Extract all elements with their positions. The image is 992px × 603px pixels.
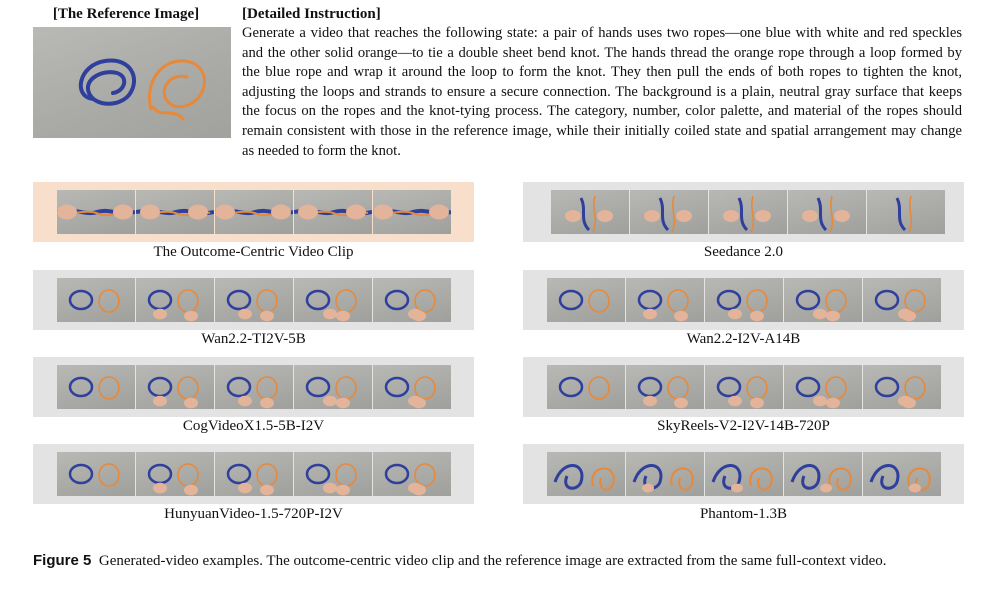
hand-shape [260, 398, 274, 409]
video-frame [57, 365, 135, 409]
orange-rope-shape [830, 196, 832, 232]
orange-rope-shape [257, 290, 277, 312]
video-frame [215, 190, 293, 234]
panel-outcome [33, 182, 474, 242]
hand-shape [188, 205, 208, 220]
video-frame [705, 452, 783, 496]
hand-shape [750, 398, 764, 409]
video-frame [294, 190, 372, 234]
hand-shape [813, 309, 827, 320]
orange-rope-shape [336, 290, 356, 312]
hand-shape [728, 396, 742, 407]
hand-shape [215, 205, 235, 220]
blue-rope-shape [70, 291, 92, 309]
blue-rope-shape [718, 291, 740, 309]
hand-shape [820, 484, 832, 493]
hand-shape [238, 483, 252, 494]
hand-shape [826, 398, 840, 409]
hand-shape [113, 205, 133, 220]
blue-rope-shape [70, 378, 92, 396]
orange-rope-shape [826, 290, 846, 312]
reference-image [33, 27, 231, 138]
hand-shape [336, 311, 350, 322]
orange-rope-shape [257, 377, 277, 399]
orange-rope-coil [149, 61, 204, 119]
hand-shape [597, 210, 613, 222]
hand-shape [755, 210, 771, 222]
video-frame [57, 190, 135, 234]
video-frame [136, 190, 214, 234]
blue-rope-shape [876, 378, 898, 396]
video-frame [136, 365, 214, 409]
caption-wan-ti2v: Wan2.2-TI2V-5B [201, 331, 306, 347]
blue-rope-shape [149, 378, 171, 396]
hand-shape [826, 311, 840, 322]
video-frame [547, 365, 625, 409]
video-frame [57, 278, 135, 322]
hand-shape [153, 483, 167, 494]
orange-rope-shape [593, 196, 595, 232]
panel-seedance [523, 182, 964, 242]
hand-shape [412, 398, 426, 409]
hand-shape [412, 311, 426, 322]
orange-rope-shape [826, 377, 846, 399]
hand-shape [723, 210, 739, 222]
hand-shape [346, 205, 366, 220]
blue-rope-shape [797, 378, 819, 396]
blue-rope-coil [81, 61, 134, 104]
video-frame [863, 365, 941, 409]
blue-rope-shape [718, 378, 740, 396]
blue-rope-shape [871, 465, 898, 488]
blue-rope-shape [555, 465, 582, 488]
video-frame [705, 365, 783, 409]
blue-rope-shape [581, 198, 589, 230]
hand-shape [565, 210, 581, 222]
blue-rope-shape [307, 291, 329, 309]
panel-phantom [523, 444, 964, 504]
video-frame [709, 190, 787, 234]
hand-shape [674, 398, 688, 409]
blue-rope-shape [660, 198, 668, 230]
panel-wan-ti2v [33, 270, 474, 330]
orange-rope-shape [415, 290, 435, 312]
orange-rope-shape [336, 377, 356, 399]
video-frame [626, 278, 704, 322]
blue-rope-shape [149, 291, 171, 309]
hand-shape [643, 309, 657, 320]
hand-shape [674, 311, 688, 322]
hand-shape [373, 205, 393, 220]
blue-rope-shape [149, 465, 171, 483]
hand-shape [298, 205, 318, 220]
orange-rope-shape [589, 377, 609, 399]
hand-shape [802, 210, 818, 222]
orange-rope-shape [747, 290, 767, 312]
blue-rope-shape [560, 291, 582, 309]
orange-rope-shape [909, 196, 911, 232]
orange-rope-shape [589, 290, 609, 312]
hand-shape [429, 205, 449, 220]
hand-shape [336, 485, 350, 496]
orange-rope-shape [751, 196, 753, 232]
hand-shape [260, 311, 274, 322]
orange-rope-shape [592, 468, 614, 489]
panel-cogvideox [33, 357, 474, 417]
hand-shape [184, 398, 198, 409]
caption-outcome: The Outcome-Centric Video Clip [153, 244, 354, 260]
hand-shape [184, 485, 198, 496]
video-frame [294, 452, 372, 496]
panel-wan-i2v [523, 270, 964, 330]
orange-rope-shape [668, 377, 688, 399]
hand-shape [731, 484, 743, 493]
video-frame [863, 452, 941, 496]
video-frame [136, 452, 214, 496]
video-frame [294, 365, 372, 409]
video-frame [373, 365, 451, 409]
video-frames [57, 190, 452, 234]
caption-wan-i2v: Wan2.2-I2V-A14B [686, 331, 801, 347]
orange-rope-shape [415, 377, 435, 399]
panel-hunyuan [33, 444, 474, 504]
orange-rope-shape [415, 464, 435, 486]
caption-cogvideox: CogVideoX1.5-5B-I2V [182, 418, 325, 434]
hand-shape [140, 205, 160, 220]
orange-rope-shape [178, 377, 198, 399]
video-frame [547, 452, 625, 496]
blue-rope-shape [70, 465, 92, 483]
hand-shape [323, 396, 337, 407]
hand-shape [184, 311, 198, 322]
hand-shape [834, 210, 850, 222]
video-frame [547, 278, 625, 322]
hand-shape [676, 210, 692, 222]
hand-shape [238, 309, 252, 320]
blue-rope-shape [228, 291, 250, 309]
video-frames [57, 278, 452, 322]
video-frame [705, 278, 783, 322]
video-frame [784, 278, 862, 322]
blue-rope-shape [739, 198, 747, 230]
blue-rope-shape [818, 198, 826, 230]
instruction-title: [Detailed Instruction] [242, 6, 381, 22]
video-frames [547, 278, 942, 322]
figure-label: Figure 5 [33, 552, 92, 569]
hand-shape [57, 205, 77, 220]
orange-rope-shape [747, 377, 767, 399]
hand-shape [750, 311, 764, 322]
figure-caption-text: Generated-video examples. The outcome-centric video clip and the reference image are extracted from the same full-context video. [98, 553, 887, 569]
hand-shape [153, 396, 167, 407]
hand-shape [909, 484, 921, 493]
hand-shape [642, 484, 654, 493]
video-frame [788, 190, 866, 234]
reference-title: [The Reference Image] [52, 6, 200, 22]
hand-shape [813, 396, 827, 407]
caption-seedance: Seedance 2.0 [703, 244, 784, 260]
video-frames [57, 452, 452, 496]
video-frame [215, 278, 293, 322]
hand-shape [323, 309, 337, 320]
orange-rope-shape [99, 290, 119, 312]
hand-shape [336, 398, 350, 409]
hand-shape [271, 205, 291, 220]
video-frame [784, 365, 862, 409]
hand-shape [643, 396, 657, 407]
video-frame [215, 365, 293, 409]
blue-rope-shape [307, 465, 329, 483]
video-frame [784, 452, 862, 496]
orange-rope-shape [672, 196, 674, 232]
video-frame [867, 190, 945, 234]
orange-rope-shape [668, 290, 688, 312]
instruction-body: Generate a video that reaches the following state: a pair of hands uses two ropes—one blue with white and red speckles and the other solid orange—to tie a double sheet bend knot. The hands thread the orange rope through a loop formed by the blue rope and wrap it around the loop to form the knot. They then pull the ends of both ropes to tighten the knot, adjusting the loops and strands to ensure a secure connection. The background is a plain, neutral gray surface that keeps the focus on the ropes and the knot-tying process. The category, number, color palette, and material of the ropes should remain consistent with those in the reference image, while their initially coiled state and spatial arrangement may change as needed to form the knot. [242, 25, 962, 159]
panel-skyreels [523, 357, 964, 417]
video-frame [136, 278, 214, 322]
video-frame [630, 190, 708, 234]
blue-rope-shape [228, 465, 250, 483]
hand-shape [902, 398, 916, 409]
orange-rope-shape [178, 464, 198, 486]
blue-rope-shape [560, 378, 582, 396]
orange-rope-shape [905, 377, 925, 399]
video-frame [373, 452, 451, 496]
hand-shape [902, 311, 916, 322]
video-frames [551, 190, 946, 234]
blue-rope-shape [307, 378, 329, 396]
hand-shape [238, 396, 252, 407]
orange-rope-shape [257, 464, 277, 486]
orange-rope-shape [99, 377, 119, 399]
orange-rope-shape [99, 464, 119, 486]
blue-rope-shape [386, 465, 408, 483]
orange-rope-shape [829, 468, 851, 489]
video-frames [547, 365, 942, 409]
hand-shape [728, 309, 742, 320]
caption-hunyuan: HunyuanVideo-1.5-720P-I2V [164, 506, 343, 522]
caption-skyreels: SkyReels-V2-I2V-14B-720P [657, 418, 830, 434]
orange-rope-shape [905, 290, 925, 312]
hand-shape [644, 210, 660, 222]
figure-caption [33, 550, 973, 572]
blue-rope-shape [792, 465, 819, 488]
orange-rope-shape [336, 464, 356, 486]
video-frame [551, 190, 629, 234]
video-frames [57, 365, 452, 409]
blue-rope-shape [386, 291, 408, 309]
hand-shape [153, 309, 167, 320]
video-frame [626, 452, 704, 496]
video-frame [57, 452, 135, 496]
orange-rope-shape [750, 468, 772, 489]
video-frame [863, 278, 941, 322]
video-frame [373, 190, 451, 234]
blue-rope-shape [228, 378, 250, 396]
blue-rope-shape [386, 378, 408, 396]
orange-rope-shape [671, 468, 693, 489]
blue-rope-shape [876, 291, 898, 309]
hand-shape [323, 483, 337, 494]
blue-rope-shape [797, 291, 819, 309]
orange-rope-shape [178, 290, 198, 312]
hand-shape [412, 485, 426, 496]
blue-rope-shape [639, 291, 661, 309]
video-frame [294, 278, 372, 322]
video-frame [626, 365, 704, 409]
blue-rope-shape [639, 378, 661, 396]
hand-shape [260, 485, 274, 496]
caption-phantom: Phantom-1.3B [699, 506, 788, 522]
blue-rope-shape [897, 198, 905, 230]
video-frames [547, 452, 942, 496]
video-frame [215, 452, 293, 496]
video-frame [373, 278, 451, 322]
